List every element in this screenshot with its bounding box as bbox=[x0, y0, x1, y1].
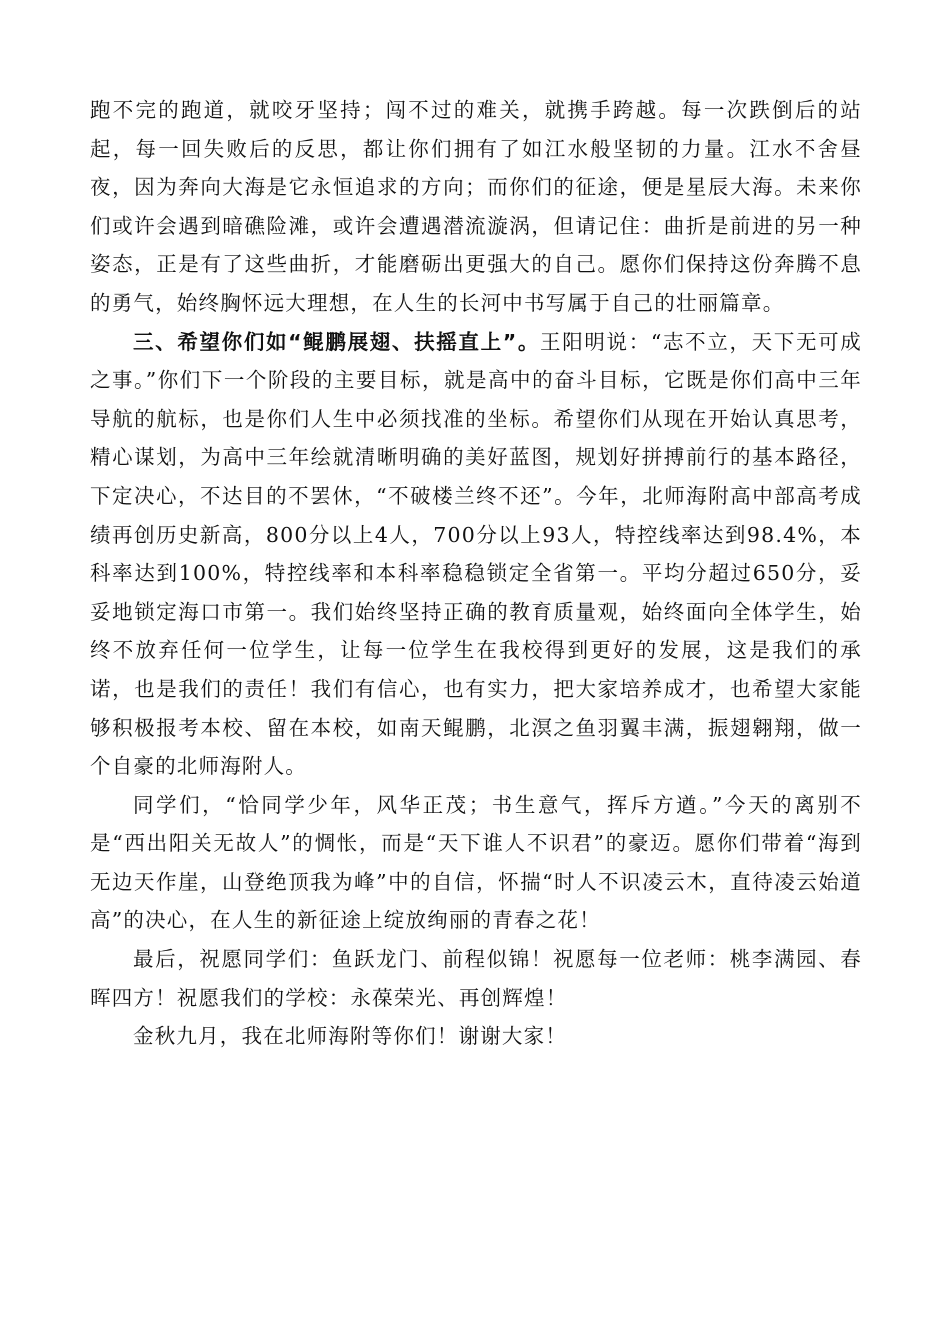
paragraph-text: 跑不完的跑道，就咬牙坚持；闯不过的难关，就携手跨越。每一次跌倒后的站起，每一回失败后的反思，都让你们拥有了如江水般坚韧的力量。江水不舍昼夜，因为奔向大海是它永恒追求的方向；而你们的征途，便是星辰大海。未来你们或许会遇到暗礁险滩，或许会遭遇潜流漩涡，但请记住：曲折是前进的另一种姿态，正是有了这些曲折，才能磨砺出更强大的自己。愿你们保持这份奔腾不息的勇气，始终胸怀远大理想，在人生的长河中书写属于自己的壮丽篇章。 bbox=[90, 98, 862, 315]
paragraph-section-three bbox=[90, 323, 862, 786]
paragraph-text: 最后，祝愿同学们：鱼跃龙门、前程似锦！祝愿每一位老师：桃李满园、春晖四方！祝愿我们的学校：永葆荣光、再创辉煌！ bbox=[90, 947, 862, 1010]
paragraph-text: 王阳明说：“志不立，天下无可成之事。”你们下一个阶段的主要目标，就是高中的奋斗目标，它既是你们高中三年导航的航标，也是你们人生中必须找准的坐标。希望你们从现在开始认真思考，精心谋划，为高中三年绘就清晰明确的美好蓝图，规划好拼搏前行的基本路径，下定决心，不达目的不罢休，“不破楼兰终不还”。今年，北师海附高中部高考成绩再创历史新高，800分以上4人，700分以上93人，特控线率达到98.4%，本科率达到100%，特控线率和本科率稳稳锁定全省第一。平均分超过650分，妥妥地锁定海口市第一。我们始终坚持正确的教育质量观，始终面向全体学生，始终不放弃任何一位学生，让每一位学生在我校得到更好的发展，这是我们的承诺，也是我们的责任！我们有信心，也有实力，把大家培养成才，也希望大家能够积极报考本校、留在本校，如南天鲲鹏，北溟之鱼羽翼丰满，振翅翱翔，做一个自豪的北师海附人。 bbox=[90, 329, 863, 779]
document-page bbox=[90, 91, 862, 1056]
section-heading: 三、希望你们如“鲲鹏展翅、扶摇直上”。 bbox=[133, 329, 541, 354]
paragraph-students-farewell bbox=[90, 786, 862, 940]
paragraph-blessings bbox=[90, 940, 862, 1017]
paragraph-text: 同学们，“恰同学少年，风华正茂；书生意气，挥斥方遒。”今天的离别不是“西出阳关无故人”的惆怅，而是“天下谁人不识君”的豪迈。愿你们带着“海到无边天作崖，山登绝顶我为峰”中的自信，怀揣“时人不识凌云木，直待凌云始道高”的决心，在人生的新征途上绽放绚丽的青春之花！ bbox=[90, 792, 862, 933]
paragraph-text: 金秋九月，我在北师海附等你们！谢谢大家！ bbox=[133, 1024, 567, 1049]
paragraph-closing bbox=[90, 1017, 862, 1056]
paragraph-running-continuation bbox=[90, 91, 862, 323]
